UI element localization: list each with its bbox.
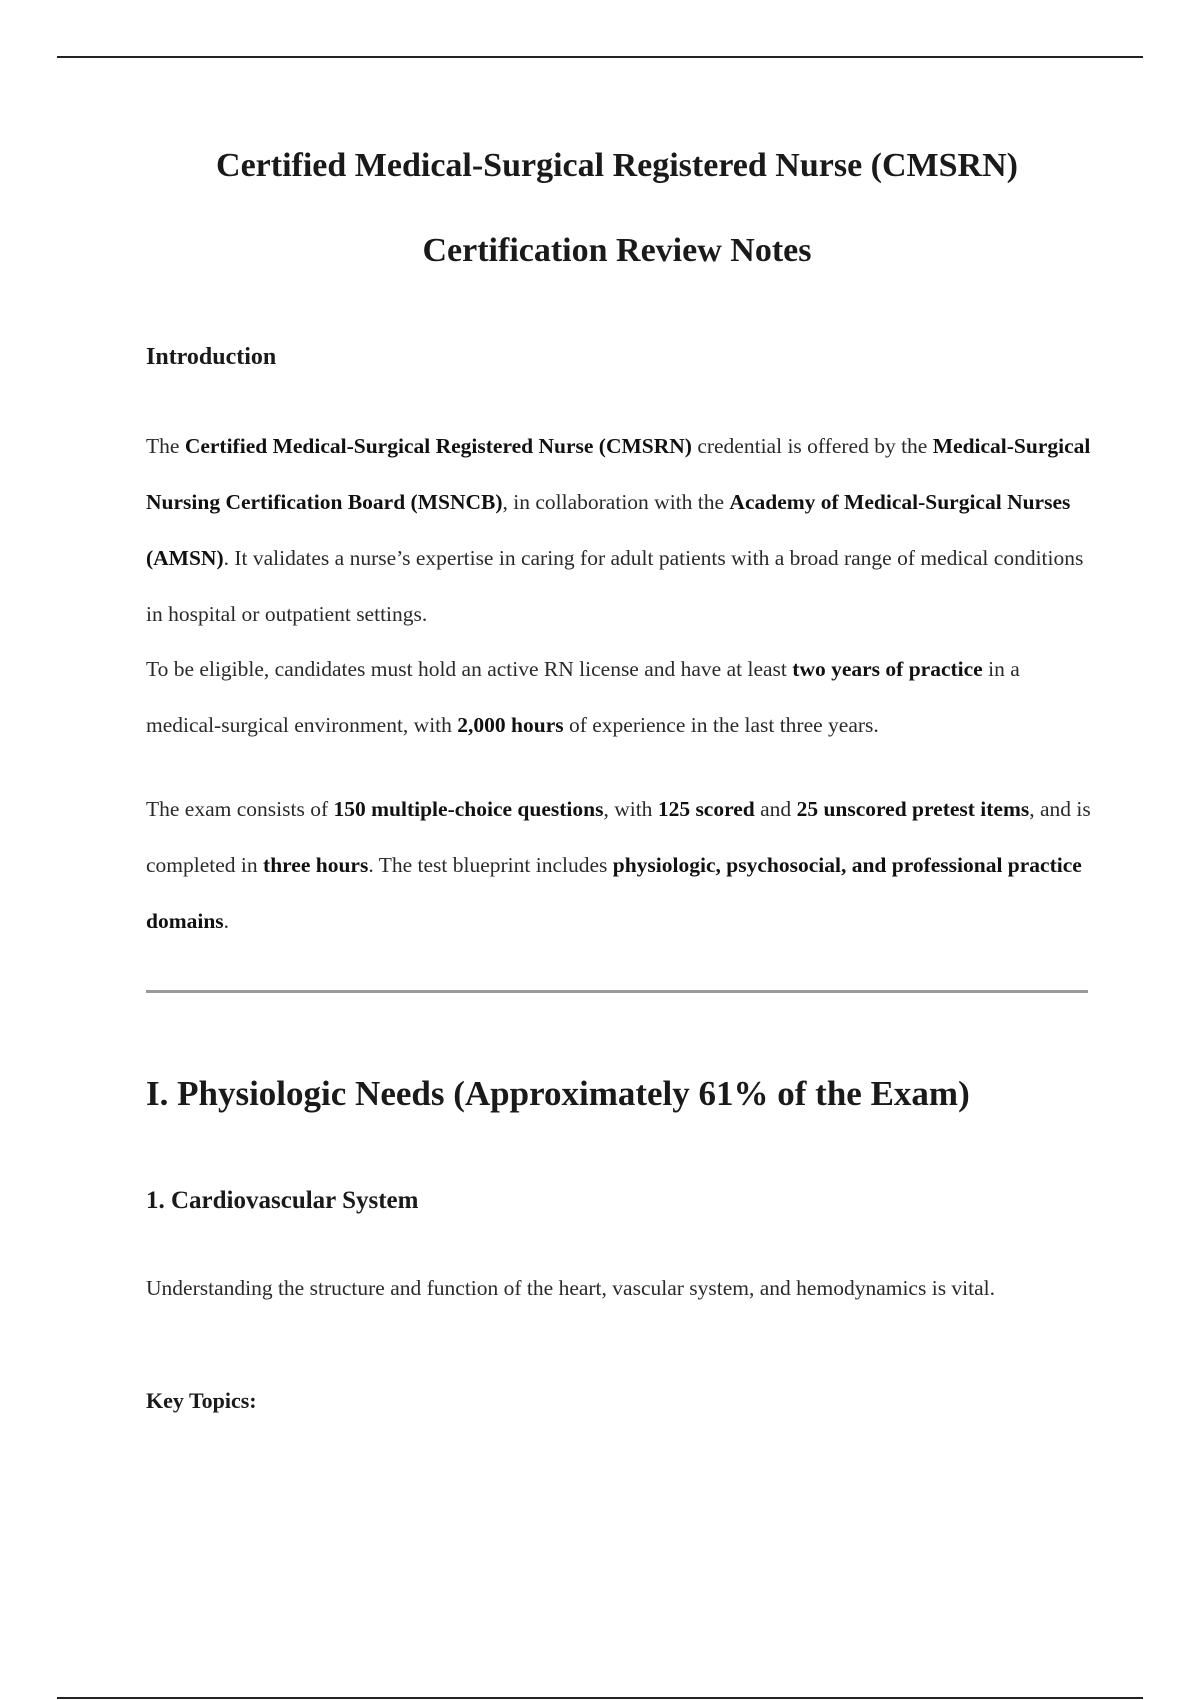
text-run: and bbox=[754, 797, 797, 821]
bold-run: two years of practice bbox=[792, 657, 983, 681]
bold-run: 2,000 hours bbox=[457, 713, 564, 737]
bold-run: 25 unscored pretest items bbox=[796, 797, 1030, 821]
text-run: . The test blueprint includes bbox=[368, 853, 613, 877]
section-divider bbox=[146, 990, 1088, 993]
document-title-line-2: Certification Review Notes bbox=[422, 232, 812, 269]
text-run: , in collaboration with the bbox=[502, 490, 730, 514]
bold-run: Certified Medical-Surgical Registered Nurse (CMSRN) bbox=[184, 434, 692, 458]
page-bottom-rule bbox=[57, 1697, 1143, 1699]
page-top-rule bbox=[57, 56, 1143, 58]
text-run: The bbox=[146, 434, 185, 458]
bold-run: 150 multiple-choice questions bbox=[333, 797, 604, 821]
bold-run: three hours bbox=[263, 853, 369, 877]
text-run: of experience in the last three years. bbox=[563, 713, 879, 737]
key-topics-label: Key Topics: bbox=[146, 1388, 257, 1413]
cardiovascular-paragraph: Understanding the structure and function of the heart, vascular system, and hemodynamics is vital. bbox=[146, 1276, 996, 1300]
text-run: The exam consists of bbox=[146, 797, 334, 821]
section-heading-physiologic: I. Physiologic Needs (Approximately 61% of the Exam) bbox=[146, 1074, 970, 1113]
text-run: . It validates a nurse’s expertise in caring for adult patients with a broad range of medical conditions in hospital or outpatient settings. bbox=[146, 546, 1084, 626]
introduction-heading: Introduction bbox=[146, 344, 277, 370]
text-run: , and is completed in bbox=[146, 797, 1091, 877]
intro-paragraph-eligibility bbox=[146, 641, 1092, 753]
bold-run: physiologic, psychosocial, and professional practice domains bbox=[146, 853, 1082, 933]
text-run: To be eligible, candidates must hold an active RN license and have at least bbox=[146, 657, 793, 681]
text-run: . bbox=[223, 909, 230, 933]
subsection-heading-cardiovascular: 1. Cardiovascular System bbox=[146, 1187, 419, 1214]
text-run: in a medical-surgical environment, with bbox=[146, 657, 1020, 737]
bold-run: Medical-Surgical Nursing Certification Board (MSNCB) bbox=[146, 434, 1091, 514]
intro-paragraph-credential bbox=[146, 418, 1092, 642]
bold-run: 125 scored bbox=[657, 797, 755, 821]
intro-paragraph-exam bbox=[146, 781, 1092, 949]
text-run: credential is offered by the bbox=[691, 434, 933, 458]
document-title-line-1: Certified Medical-Surgical Registered Nurse (CMSRN) bbox=[216, 147, 1018, 184]
bold-run: Academy of Medical-Surgical Nurses (AMSN) bbox=[146, 490, 1071, 570]
text-run: , with bbox=[603, 797, 658, 821]
